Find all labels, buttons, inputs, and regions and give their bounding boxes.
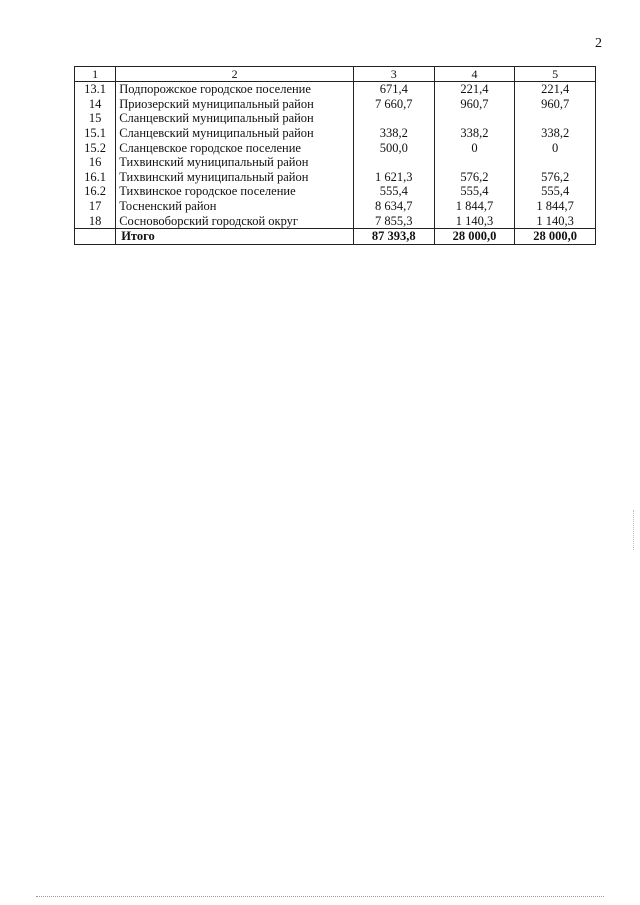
row-name: Сланцевский муниципальный район: [116, 126, 354, 141]
row-value-5: 1 140,3: [515, 213, 596, 228]
row-value-3: 8 634,7: [353, 199, 434, 214]
table-row: [75, 213, 596, 228]
row-number: 15.1: [75, 126, 116, 141]
row-number: 16.1: [75, 170, 116, 185]
total-label: Итого: [116, 228, 354, 244]
table-row: [75, 184, 596, 199]
row-number: 13.1: [75, 82, 116, 97]
row-value-4: 1 844,7: [434, 199, 515, 214]
row-value-4: 960,7: [434, 97, 515, 112]
row-value-4: 338,2: [434, 126, 515, 141]
row-value-4: 0: [434, 140, 515, 155]
row-number: 16: [75, 155, 116, 170]
row-value-3: 500,0: [353, 140, 434, 155]
row-value-4: [434, 111, 515, 126]
row-value-5: 338,2: [515, 126, 596, 141]
header-cell-1: 1: [75, 67, 116, 82]
header-cell-2: 2: [116, 67, 354, 82]
row-value-3: 1 621,3: [353, 170, 434, 185]
header-cell-3: 3: [353, 67, 434, 82]
row-name: Сланцевский муниципальный район: [116, 111, 354, 126]
table-row: [75, 170, 596, 185]
row-value-5: 555,4: [515, 184, 596, 199]
row-value-3: 555,4: [353, 184, 434, 199]
table-row: [75, 82, 596, 97]
row-value-5: 576,2: [515, 170, 596, 185]
scan-footer-rule: [36, 896, 604, 897]
row-value-5: 960,7: [515, 97, 596, 112]
row-value-4: 1 140,3: [434, 213, 515, 228]
table-row: [75, 199, 596, 214]
row-name: Сосновоборский городской округ: [116, 213, 354, 228]
total-number-cell: [75, 228, 116, 244]
row-value-3: 7 855,3: [353, 213, 434, 228]
row-name: Тосненский район: [116, 199, 354, 214]
table-row: [75, 111, 596, 126]
total-value-3: 87 393,8: [353, 228, 434, 244]
table-row: [75, 97, 596, 112]
row-name: Тихвинский муниципальный район: [116, 170, 354, 185]
header-cell-5: 5: [515, 67, 596, 82]
row-number: 15.2: [75, 140, 116, 155]
row-value-4: 221,4: [434, 82, 515, 97]
row-value-5: 1 844,7: [515, 199, 596, 214]
table-row: [75, 155, 596, 170]
row-value-4: 576,2: [434, 170, 515, 185]
row-name: Сланцевское городское поселение: [116, 140, 354, 155]
row-number: 18: [75, 213, 116, 228]
row-value-4: [434, 155, 515, 170]
row-value-5: [515, 155, 596, 170]
table-header-row: [75, 67, 596, 82]
row-value-3: 338,2: [353, 126, 434, 141]
header-cell-4: 4: [434, 67, 515, 82]
budget-table: [74, 66, 596, 245]
row-name: Приозерский муниципальный район: [116, 97, 354, 112]
row-value-3: 7 660,7: [353, 97, 434, 112]
row-value-5: [515, 111, 596, 126]
total-value-5: 28 000,0: [515, 228, 596, 244]
row-value-5: 221,4: [515, 82, 596, 97]
table-row: [75, 140, 596, 155]
total-value-4: 28 000,0: [434, 228, 515, 244]
scan-margin-mark: [633, 510, 634, 550]
row-value-3: 671,4: [353, 82, 434, 97]
row-value-4: 555,4: [434, 184, 515, 199]
row-number: 15: [75, 111, 116, 126]
row-name: Тихвинский муниципальный район: [116, 155, 354, 170]
total-row: [75, 228, 596, 244]
row-number: 17: [75, 199, 116, 214]
row-number: 14: [75, 97, 116, 112]
page-number: 2: [595, 36, 602, 51]
row-value-3: [353, 111, 434, 126]
row-name: Подпорожское городское поселение: [116, 82, 354, 97]
row-value-5: 0: [515, 140, 596, 155]
table-row: [75, 126, 596, 141]
row-value-3: [353, 155, 434, 170]
row-name: Тихвинское городское поселение: [116, 184, 354, 199]
row-number: 16.2: [75, 184, 116, 199]
